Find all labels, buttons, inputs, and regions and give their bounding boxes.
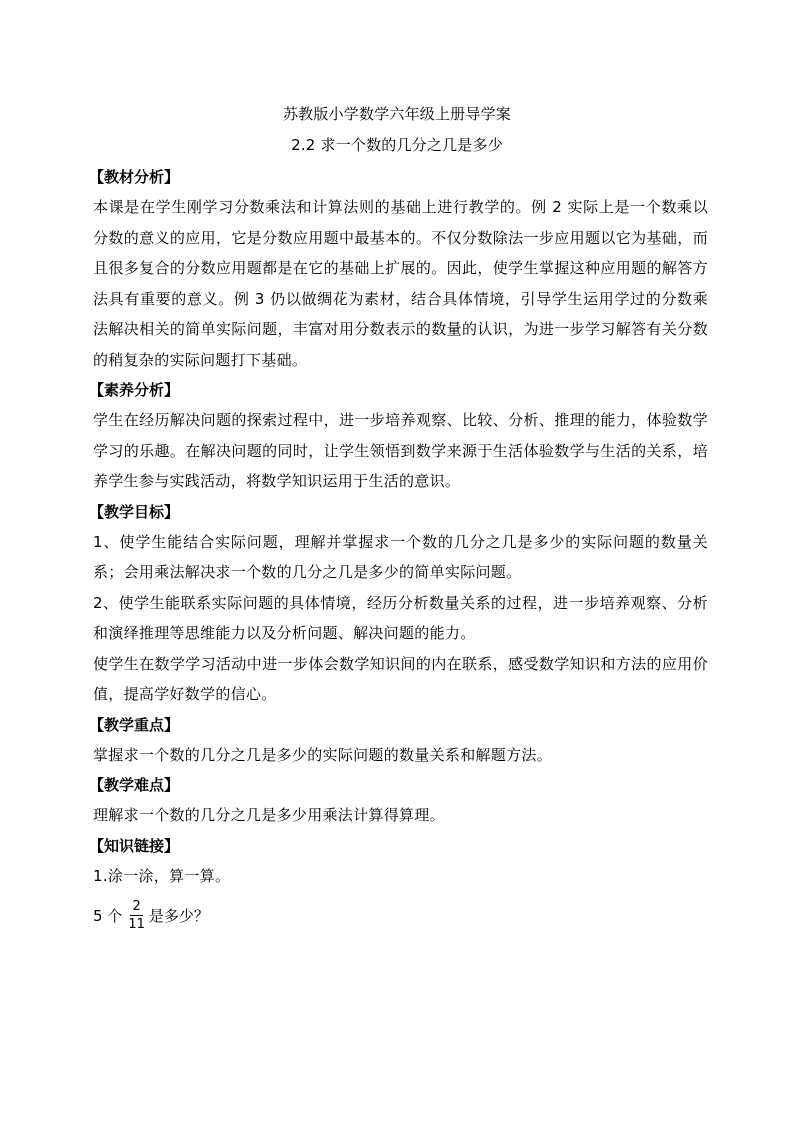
document-body — [89, 162, 708, 939]
fraction-question — [93, 891, 708, 939]
goal-item: 1、使学生能结合实际问题，理解并掌握求一个数的几分之几是多少的实际问题的数量关系；会用乘法解决求一个数的几分之几是多少的简单实际问题。 — [93, 532, 708, 581]
fraction-numerator: 2 — [132, 898, 141, 914]
section-heading-analysis: 【教材分析】 — [89, 168, 180, 186]
goal-item: 2、使学生能联系实际问题的具体情境，经历分析数量关系的过程，进一步培养观察、分析和演绎推理等思维能力以及分析问题、解决问题的能力。 — [93, 593, 708, 642]
keypoint-paragraph: 掌握求一个数的几分之几是多少的实际问题的数量关系和解题方法。 — [93, 745, 553, 764]
literacy-paragraph: 学生在经历解决问题的探索过程中，进一步培养观察、比较、分析、推理的能力，体验数学学习的乐趣。在解决问题的同时，让学生领悟到数学来源于生活体验数学与生活的关系，培养学生参与实践活动，将数学知识运用于生活的意识。 — [93, 411, 708, 490]
lesson-subtitle: 2.2 求一个数的几分之几是多少 — [291, 136, 503, 154]
difficulty-paragraph: 理解求一个数的几分之几是多少用乘法计算得算理。 — [93, 806, 445, 824]
section-heading-keypoint: 【教学重点】 — [89, 715, 180, 734]
document-title: 苏教版小学数学六年级上册导学案 — [282, 105, 511, 123]
exercise-instruction: 1.涂一涂，算一算。 — [93, 866, 231, 885]
fraction-denominator: 11 — [128, 916, 145, 932]
section-heading-difficulty: 【教学难点】 — [89, 776, 180, 794]
section-heading-goals: 【教学目标】 — [89, 502, 180, 521]
goal-item: 使学生在数学学习活动中进一步体会数学知识间的内在联系，感受数学知识和方法的应用价值，提高学好数学的信心。 — [93, 654, 708, 703]
section-heading-links: 【知识链接】 — [89, 836, 180, 855]
section-heading-literacy: 【素养分析】 — [89, 381, 180, 399]
question-suffix: 是多少？ — [148, 906, 209, 925]
fraction — [126, 898, 147, 933]
analysis-paragraph: 本课是在学生刚学习分数乘法和计算法则的基础上进行教学的。例 2 实际上是一个数乘以分数的意义的应用，它是分数应用题中最基本的。不仅分数除法一步应用题以它为基础，而且很多复合的分数应用题都是在它的基础上扩展的。因此，使学生掌握这种应用题的解答方法具有重要的意义。例 3 仍以做绸花为素材，结合具体情境，引导学生运用学过的分数乘法解决相关的简单实际问题，丰富对用分数表示的数量的认识，为进一步学习解答有关分数的稍复杂的实际问题打下基础。 — [93, 198, 708, 369]
question-prefix: 5 个 — [93, 906, 123, 925]
